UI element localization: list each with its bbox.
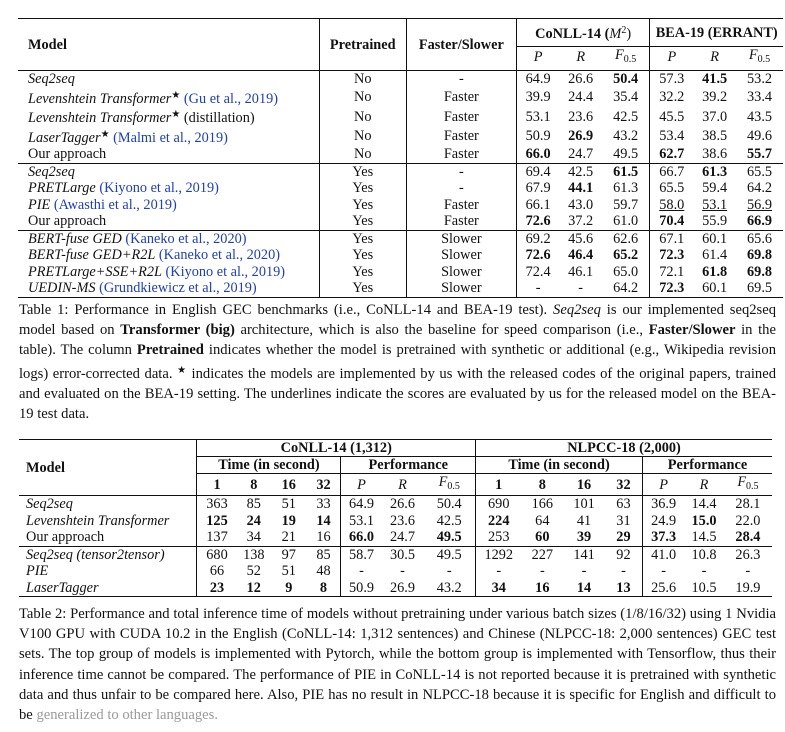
table-cell: 39 — [576, 529, 592, 545]
table-cell: 101 — [563, 496, 605, 513]
table-cell: 43.2 — [423, 580, 475, 597]
citation-link[interactable]: (Gu et al., 2019) — [183, 90, 279, 107]
table-row: Our approach Yes Faster 72.6 37.2 61.0 70.4 55.9 66.9 — [28, 213, 773, 229]
table-row: PRETLarge+SSE+R2L (Kiyono et al., 2019) Yes Slower 72.4 46.1 65.0 72.1 61.8 69.8 — [28, 263, 773, 280]
table-cell: 85 — [237, 496, 271, 513]
table-cell: - — [341, 563, 382, 580]
table-cell: - — [539, 563, 545, 579]
table-cell: 138 — [237, 546, 271, 563]
table-cell: 26.3 — [724, 546, 772, 563]
model-name: Seq2seq (tensor2tensor) — [19, 546, 197, 563]
table-cell: 42.5 — [436, 512, 462, 529]
citation-link[interactable]: (Awasthi et al., 2019) — [53, 196, 177, 213]
model-name: LaserTagger — [19, 580, 197, 597]
table-cell: 50.4 — [423, 496, 475, 513]
table-cell: 680 — [197, 546, 237, 563]
table-cell: 253 — [476, 529, 522, 546]
table-1-caption: Table 1: Performance in English GEC benchmarks (i.e., CoNLL-14 and BEA-19 test). Seq2seq is our implemented seq2seq model based on Transformer (big) architecture, which is also the baseline for speed comparison (i.e., Faster/Slower in the table). The column Pretrained indicates whether the model is pretrained with synthetic or additional (e.g., Wikipedia revision logs) error-corrected data. ★ indicates the models are implemented by us with the released codes of the original papers, trained and evaluated on the BEA-19 setting. The underlines indicate the scores are evaluated by us for the released model on the BEA-19 test data. — [19, 302, 776, 423]
table-cell: 19.9 — [724, 580, 772, 597]
bea-p-header: P — [650, 47, 693, 71]
conll-f-header: $F_{0.5}$ — [615, 47, 637, 65]
table-cell: 60 — [535, 529, 550, 545]
table-row: UEDIN-MS (Grundkiewicz et al., 2019) Yes Slower - - 64.2 72.3 60.1 69.5 — [18, 280, 783, 297]
nlpcc-performance-header: Performance — [642, 457, 772, 474]
table-cell: 14 — [563, 580, 605, 597]
table-cell: 58.7 — [341, 546, 382, 563]
table-cell: 30.5 — [382, 546, 424, 563]
table-cell: - — [701, 563, 707, 579]
citation-link[interactable]: (Malmi et al., 2019) — [113, 129, 228, 146]
table-cell: 22.0 — [735, 512, 761, 529]
table-cell: 34 — [246, 529, 261, 545]
table-cell: 37.3 — [642, 529, 684, 546]
table-cell: 51 — [271, 496, 306, 513]
table-row — [19, 496, 772, 513]
table-cell: 224 — [476, 513, 522, 530]
table-cell: 16 — [316, 529, 331, 545]
model-name: PIE — [26, 563, 49, 579]
table-cell: - — [446, 563, 452, 579]
table-row: Seq2seq Yes - 69.4 42.5 61.5 66.7 61.3 65.5 — [18, 163, 783, 180]
table-cell: 16 — [521, 580, 563, 597]
table-cell: 52 — [246, 563, 261, 579]
citation-link[interactable]: (Kiyono et al., 2019) — [99, 180, 219, 196]
citation-link[interactable]: (Kiyono et al., 2019) — [165, 263, 286, 280]
table-cell: 13 — [605, 580, 643, 597]
table-cell: - — [400, 563, 405, 579]
table-row: PRETLarge (Kiyono et al., 2019) Yes - 67.9 44.1 61.3 65.5 59.4 64.2 — [28, 180, 773, 196]
table-cell: 19 — [281, 512, 296, 529]
table-cell: 9 — [271, 580, 306, 597]
table-cell: 66.0 — [341, 529, 382, 546]
table-cell: 690 — [476, 496, 522, 513]
table-2: Model CoNLL-14 (1,312) NLPCC-18 (2,000) Time (in second) Performance Time (in second) Performance 1 8 16 32 P R $F_{0.5}$ 1 8 16 32 P R $F_{0.5}$ Seq2seq 363 85 51 33 64.9 26.6 50.4 690 166 101 63 36.9 14.4 28.1 Levenshtein Transformer 125 24 19 14 53.1 23.6 42.5 224 64 41 31 24.9 15.0 22.0 Our approach 137 34 21 16 66.0 24.7 49.5 253 60 39 29 37.3 14.5 28.4 Seq2seq (tensor2tensor) 680 138 97 85 58.7 30.5 49.5 1292 227 141 92 41.0 10.8 26.3 PIE 66 52 51 48 - - - - - - - - - - LaserTagger 23 12 9 8 50.9 26.9 43.2 34 16 14 13 25.6 10.5 19.9 — [19, 439, 772, 597]
table-row: Levenshtein Transformer★ (distillation) No Faster 53.1 23.6 42.5 45.5 37.0 43.5 — [28, 108, 773, 126]
table-cell: 24 — [246, 512, 261, 529]
table-cell: 141 — [563, 546, 605, 563]
col-model-header: Model — [18, 19, 319, 71]
table-cell: 10.5 — [684, 580, 724, 597]
table-cell: 33 — [307, 496, 341, 513]
conll14-group-header: CoNLL-14 $(M^2)$ — [516, 19, 650, 47]
table-cell: 50.9 — [341, 580, 382, 597]
table-row — [19, 563, 772, 580]
table-cell: 1292 — [476, 546, 522, 563]
table-row: LaserTagger★ (Malmi et al., 2019) No Faster 50.9 26.9 43.2 53.4 38.5 49.6 — [28, 128, 773, 146]
table-cell: - — [642, 563, 684, 580]
table-cell: 227 — [521, 546, 563, 563]
table-cell: 48 — [316, 563, 331, 579]
table-row: BERT-fuse GED+R2L (Kaneko et al., 2020) Yes Slower 72.6 46.4 65.2 72.3 61.4 69.8 — [28, 247, 773, 263]
table-row — [19, 580, 772, 597]
conll-r-header: R — [576, 49, 586, 65]
citation-link[interactable]: (Kaneko et al., 2020) — [158, 247, 280, 263]
table-cell: - — [476, 563, 522, 580]
table-cell: 28.1 — [724, 496, 772, 513]
table-cell: 28.4 — [735, 529, 761, 545]
table-cell: 14.5 — [691, 529, 717, 545]
table-cell: 85 — [307, 546, 341, 563]
table-cell: 41 — [576, 512, 592, 529]
table-cell: 24.9 — [642, 513, 684, 530]
conll-time-header: Time (in second) — [197, 457, 341, 474]
table-cell: 34 — [476, 580, 522, 597]
conll14-group-header: CoNLL-14 (1,312) — [197, 440, 476, 457]
table-cell: 10.8 — [684, 546, 724, 563]
bea-r-header: R — [710, 49, 720, 65]
table-cell: 31 — [616, 512, 631, 529]
table-cell: 363 — [197, 496, 237, 513]
table-cell: - — [621, 563, 626, 579]
conll-performance-header: Performance — [341, 457, 476, 474]
model-name: Our approach — [26, 529, 105, 545]
table-cell: - — [745, 563, 751, 579]
table-cell: 15.0 — [691, 512, 717, 529]
nlpcc-time-header: Time (in second) — [476, 457, 643, 474]
table-cell: 64.9 — [341, 496, 382, 513]
table-cell: 14 — [316, 512, 331, 529]
table-cell: - — [581, 563, 587, 579]
table-cell: 137 — [197, 529, 237, 546]
table-cell: 49.5 — [436, 529, 462, 545]
table-cell: 26.6 — [382, 496, 424, 513]
table-cell: 14.4 — [684, 496, 724, 513]
col-faster-slower-header: Faster/Slower — [406, 19, 516, 71]
table-cell: 23 — [197, 580, 237, 597]
table-row: Levenshtein Transformer★ (Gu et al., 2019) No Faster 39.9 24.4 35.4 32.2 39.2 33.4 — [28, 89, 773, 107]
nlpcc18-group-header: NLPCC-18 (2,000) — [476, 440, 772, 457]
citation-link[interactable]: (Kaneko et al., 2020) — [125, 230, 247, 247]
table-cell: 26.9 — [382, 580, 424, 597]
table-cell: 53.1 — [341, 513, 382, 530]
table-row — [19, 546, 772, 563]
table-cell: 24.7 — [389, 529, 416, 545]
table-cell: 25.6 — [642, 580, 684, 597]
table-row: Our approach No Faster 66.0 24.7 49.5 62.7 38.6 55.7 — [28, 146, 773, 162]
table-cell: 23.6 — [389, 512, 416, 529]
table-cell: 66 — [197, 563, 237, 580]
table-cell: 29 — [616, 529, 631, 545]
model-name: Levenshtein Transformer — [26, 512, 170, 529]
table-row: PIE (Awasthi et al., 2019) Yes Faster 66.1 43.0 59.7 58.0 53.1 56.9 — [28, 196, 773, 213]
table-cell: 49.5 — [423, 546, 475, 563]
bea19-group-header: BEA-19 (ERRANT) — [650, 19, 783, 47]
table-cell: 125 — [197, 513, 237, 530]
col-model-header: Model — [19, 440, 197, 496]
table-1 — [18, 18, 783, 298]
table-cell: 63 — [605, 496, 643, 513]
bea-f-header: $F_{0.5}$ — [748, 47, 771, 65]
col-pretrained-header: Pretrained — [319, 19, 406, 71]
table-row: BERT-fuse GED (Kaneko et al., 2020) Yes Slower 69.2 45.6 62.6 67.1 60.1 65.6 — [18, 230, 783, 247]
citation-link[interactable]: (Grundkiewicz et al., 2019) — [99, 280, 257, 296]
conll-p-header: P — [516, 47, 559, 71]
table-row: Seq2seq No - 64.9 26.6 50.4 57.3 41.5 53.2 — [18, 71, 783, 88]
table-row — [19, 529, 772, 546]
table-cell: 8 — [307, 580, 341, 597]
table-cell: 36.9 — [642, 496, 684, 513]
table-cell: 12 — [237, 580, 271, 597]
table-cell: 92 — [605, 546, 643, 563]
table-cell: 64 — [535, 512, 550, 529]
table-cell: 51 — [281, 563, 296, 579]
table-cell: 166 — [521, 496, 563, 513]
table-cell: 97 — [271, 546, 306, 563]
table-2-caption: Table 2: Performance and total inference time of models without pretraining under various batch sizes (1/8/16/32) using 1 Nvidia V100 GPU with CUDA 10.2 in the English (CoNLL-14: 1,312 sentences) and Chinese (NLPCC-18: 2,000 sentences) GEC test sets. The top group of models is implemented with Pytorch, while the bottom group is implemented with Tensorflow, thus their inference time cannot be compared. The performance of PIE in CoNLL-14 is not reported because it is pretrained with synthetic data and thus unfair to be compared here. Also, PIE has no result in NLPCC-18 because it is specific for English and difficult to be generalized to other languages. — [19, 606, 776, 724]
model-name: Seq2seq — [19, 496, 197, 513]
table-row — [19, 513, 772, 530]
table-cell: 21 — [281, 529, 296, 545]
table-cell: 41.0 — [642, 546, 684, 563]
